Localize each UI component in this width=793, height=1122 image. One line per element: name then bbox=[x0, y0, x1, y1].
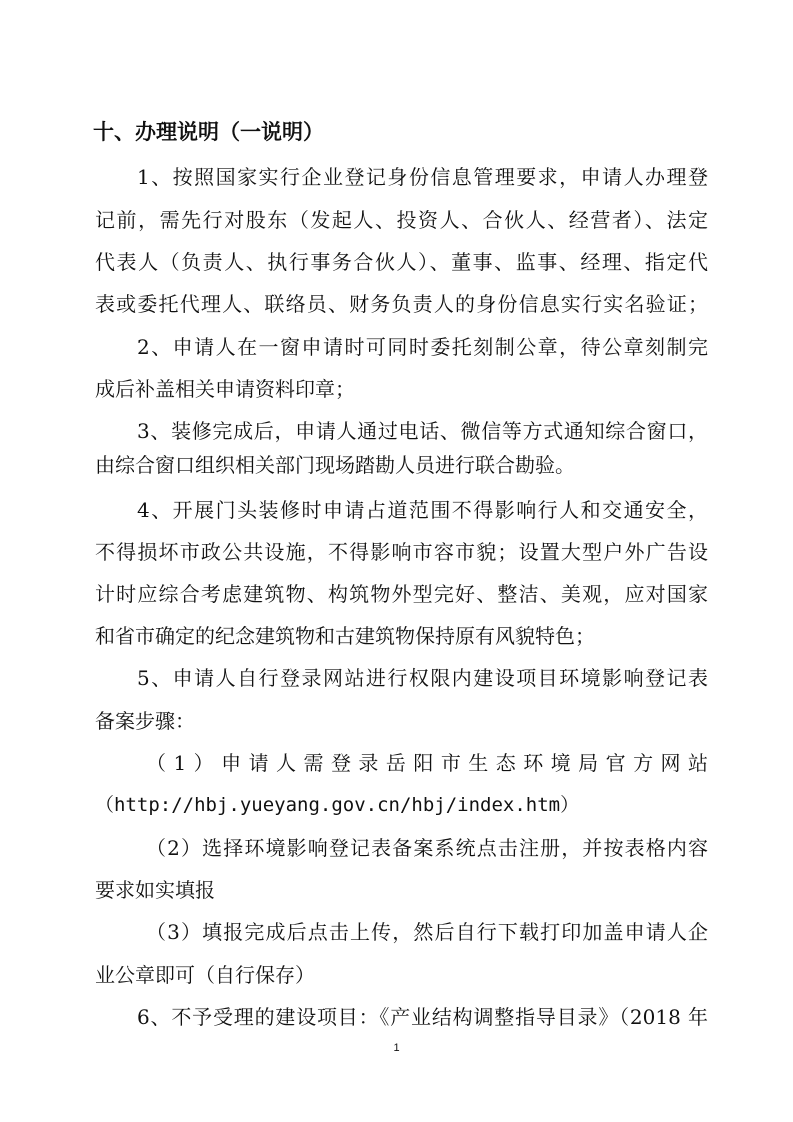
page-number: 1 bbox=[393, 1042, 400, 1054]
paragraph-1-line: 1、按照国家实行企业登记身份信息管理要求，申请人办理登 bbox=[137, 165, 708, 189]
step-1-url: （http://hbj.yueyang.gov.cn/hbj/index.htm） bbox=[95, 794, 580, 816]
paragraph-3-line: 由综合窗口组织相关部门现场踏勘人员进行联合勘验。 bbox=[95, 453, 575, 477]
step-2-line: 要求如实填报 bbox=[95, 878, 215, 902]
paragraph-4-line: 不得损坏市政公共设施，不得影响市容市貌；设置大型户外广告设 bbox=[95, 540, 708, 564]
paragraph-1-line: 表或委托代理人、联络员、财务负责人的身份信息实行实名验证； bbox=[95, 292, 708, 316]
section-title: 十、办理说明（一说明） bbox=[93, 120, 324, 144]
paragraph-2-line: 成后补盖相关申请资料印章； bbox=[95, 377, 355, 401]
paragraph-4-line: 计时应综合考虑建筑物、构筑物外型完好、整洁、美观，应对国家 bbox=[95, 582, 708, 606]
paragraph-6-line: 6、不予受理的建设项目：《产业结构调整指导目录》（2018 年 bbox=[137, 1005, 708, 1029]
paragraph-4-line: 4、开展门头装修时申请占道范围不得影响行人和交通安全， bbox=[137, 498, 708, 522]
step-3-line: （3）填报完成后点击上传，然后自行下载打印加盖申请人企 bbox=[146, 920, 708, 944]
paragraph-2-line: 2、申请人在一窗申请时可同时委托刻制公章，待公章刻制完 bbox=[137, 335, 708, 359]
paragraph-4-line: 和省市确定的纪念建筑物和古建筑物保持原有风貌特色； bbox=[95, 624, 595, 648]
paragraph-1-line: 记前，需先行对股东（发起人、投资人、合伙人、经营者）、法定 bbox=[95, 208, 708, 232]
paragraph-1-line: 代表人（负责人、执行事务合伙人）、董事、监事、经理、指定代 bbox=[95, 250, 708, 274]
step-1-line: （1）申请人需登录岳阳市生态环境局官方网站 bbox=[146, 751, 708, 775]
step-2-line: （2）选择环境影响登记表备案系统点击注册，并按表格内容 bbox=[146, 836, 708, 860]
paragraph-3-line: 3、装修完成后，申请人通过电话、微信等方式通知综合窗口， bbox=[137, 419, 708, 443]
paragraph-5-line: 5、申请人自行登录网站进行权限内建设项目环境影响登记表 bbox=[137, 666, 708, 690]
step-3-line: 业公章即可（自行保存） bbox=[95, 963, 315, 987]
paragraph-5-line: 备案步骤： bbox=[95, 709, 195, 733]
